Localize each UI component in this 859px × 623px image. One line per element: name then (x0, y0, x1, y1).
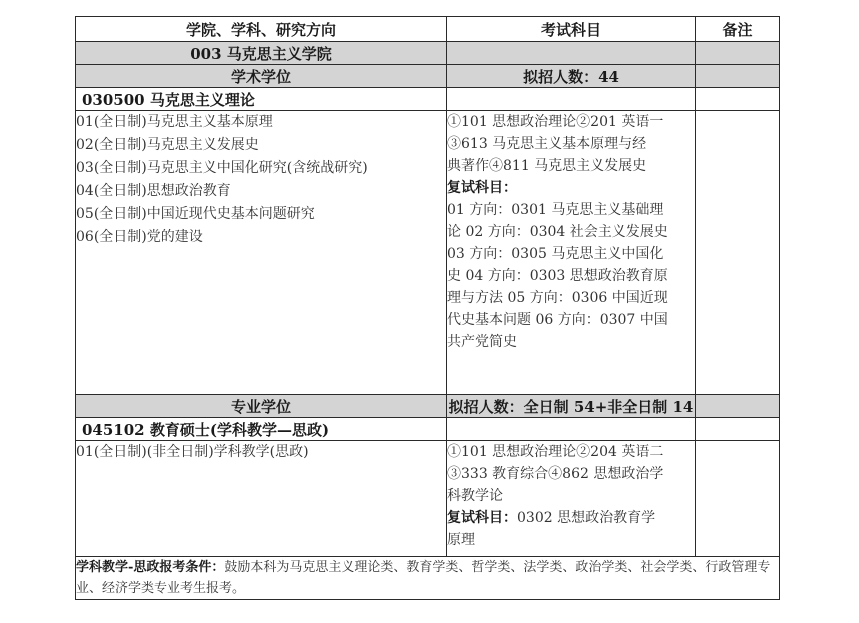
retest-line: 01 方向：0301 马克思主义基础理 (447, 202, 664, 218)
retest-line: 共产党简史 (447, 334, 517, 350)
footer-row (76, 557, 780, 600)
header-exam-subjects: 考试科目 (447, 17, 696, 42)
academic-remark-cell (696, 65, 780, 88)
direction-item: 03(全日制)马克思主义中国化研究(含统战研究) (76, 160, 368, 176)
professional-major-exam-cell (447, 418, 696, 441)
exam-line: ③333 教育综合④862 思想政治学 (447, 466, 664, 482)
footer-note (76, 557, 780, 600)
professional-directions (76, 441, 447, 557)
retest-line (447, 507, 695, 529)
header-college: 学院、学科、研究方向 (76, 17, 447, 42)
professional-detail-row (76, 441, 780, 557)
professional-degree-row (76, 395, 780, 418)
exam-line: 典著作④811 马克思主义发展史 (447, 158, 647, 174)
academic-detail-row (76, 111, 780, 395)
department-remark-cell (696, 42, 780, 65)
professional-detail-remark-cell (696, 441, 780, 557)
academic-major-remark-cell (696, 88, 780, 111)
direction-item: 01(全日制)马克思主义基本原理 (76, 114, 273, 130)
academic-major-title: 030500 马克思主义理论 (76, 88, 447, 111)
header-remarks: 备注 (696, 17, 780, 42)
exam-line: ①101 思想政治理论②204 英语二 (447, 444, 664, 460)
table-header-row (76, 17, 780, 42)
retest-label: 复试科目： (447, 180, 517, 196)
footer-label: 学科教学-思政报考条件： (76, 560, 225, 575)
retest-line: 原理 (447, 532, 475, 548)
direction-item: 06(全日制)党的建设 (76, 229, 203, 245)
academic-degree-label: 学术学位 (76, 65, 447, 88)
department-empty-cell (447, 42, 696, 65)
direction-item: 01(全日制)(非全日制)学科教学(思政) (76, 444, 309, 460)
academic-major-row (76, 88, 780, 111)
footer-text: 鼓励本科为马克思主义理论类、教育学类、哲学类、法学类、政治学类、社会学类、行政管理专业、经济学类专业考生报考。 (76, 560, 771, 596)
academic-quota: 拟招人数：44 (447, 65, 696, 88)
direction-item: 05(全日制)中国近现代史基本问题研究 (76, 206, 315, 222)
exam-line: ①101 思想政治理论②201 英语一 (447, 114, 664, 130)
retest-text: 0302 思想政治教育学 (517, 510, 656, 526)
exam-line: ③613 马克思主义基本原理与经 (447, 136, 647, 152)
academic-major-exam-cell (447, 88, 696, 111)
academic-directions (76, 111, 447, 395)
professional-degree-label: 专业学位 (76, 395, 447, 418)
academic-exam-subjects (447, 111, 696, 395)
academic-degree-row (76, 65, 780, 88)
professional-major-row (76, 418, 780, 441)
retest-line: 代史基本问题 06 方向：0307 中国 (447, 312, 668, 328)
retest-line: 理与方法 05 方向：0306 中国近现 (447, 290, 668, 306)
retest-line: 03 方向：0305 马克思主义中国化 (447, 246, 664, 262)
professional-major-remark-cell (696, 418, 780, 441)
department-name: 003 马克思主义学院 (76, 42, 447, 65)
academic-detail-remark-cell (696, 111, 780, 395)
direction-item: 04(全日制)思想政治教育 (76, 183, 231, 199)
professional-exam-subjects (447, 441, 696, 557)
retest-label: 复试科目： (447, 510, 517, 526)
department-row (76, 42, 780, 65)
direction-item: 02(全日制)马克思主义发展史 (76, 137, 259, 153)
admissions-table (75, 16, 780, 600)
professional-remark-cell (696, 395, 780, 418)
professional-major-title: 045102 教育硕士(学科教学—思政) (76, 418, 447, 441)
exam-line: 科教学论 (447, 488, 503, 504)
retest-line: 史 04 方向：0303 思想政治教育原 (447, 268, 668, 284)
retest-line: 论 02 方向：0304 社会主义发展史 (447, 224, 668, 240)
professional-quota: 拟招人数：全日制 54+非全日制 14 (447, 395, 696, 418)
